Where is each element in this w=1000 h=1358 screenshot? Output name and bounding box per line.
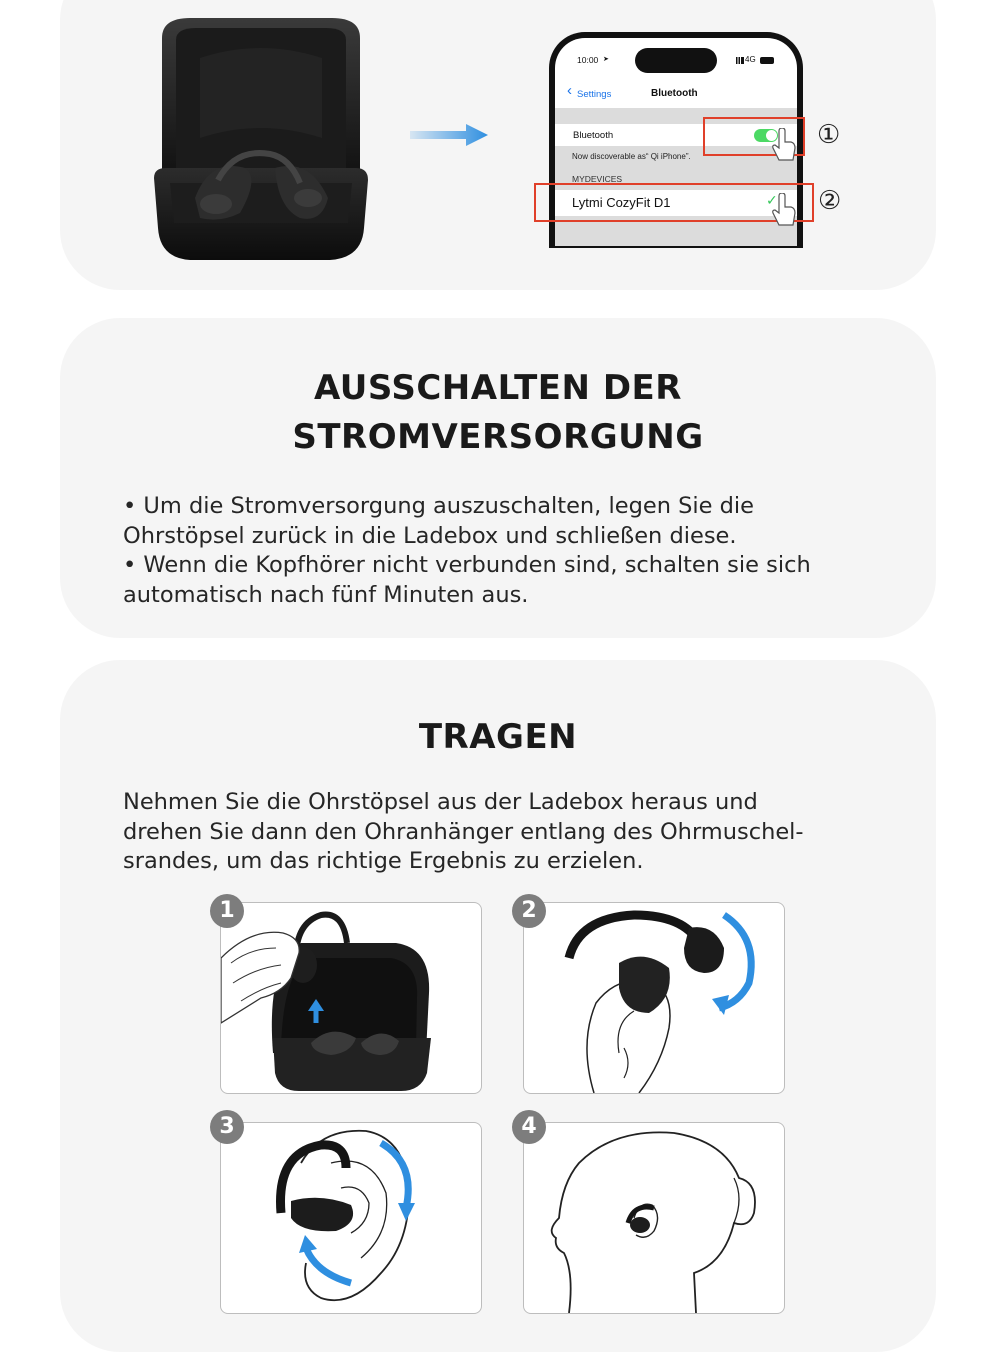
pointing-hand-icon	[771, 128, 797, 164]
device-name: Lytmi CozyFit D1	[572, 195, 671, 210]
bullet-1-line-2: Ohrstöpsel zurück in die Ladebox und schließen diese.	[123, 522, 737, 549]
my-devices-label: MYDEVICES	[572, 174, 623, 184]
step-2-number: 2	[512, 894, 546, 928]
step-4-illustration	[523, 1122, 785, 1314]
power-off-title-line2: STROMVERSORGUNG	[292, 417, 704, 457]
earbud-rotating-over-ear-image	[524, 903, 784, 1093]
power-off-card	[60, 318, 936, 638]
status-time: 10:00	[577, 55, 599, 65]
hand-removing-earbud-image	[221, 903, 481, 1093]
battery-icon	[760, 57, 774, 64]
bluetooth-row-label: Bluetooth	[573, 130, 614, 141]
signal-icon	[736, 57, 744, 64]
checkmark-icon: ✓	[766, 193, 778, 209]
step-3-illustration	[220, 1122, 482, 1314]
arrow-right-icon	[410, 122, 490, 148]
wearing-line-1: Nehmen Sie die Ohrstöpsel aus der Ladebox heraus und	[123, 789, 758, 815]
network-label: 4G	[745, 55, 756, 64]
wearing-line-2: drehen Sie dann den Ohranhänger entlang des Ohrmuschel-	[123, 818, 804, 845]
wearing-card	[60, 660, 936, 1352]
discoverable-text: Now discoverable as“ Qi iPhone”.	[572, 152, 691, 161]
bullet-1-line-1: • Um die Stromversorgung auszuschalten, legen Sie die	[123, 493, 755, 519]
charging-case-image	[150, 18, 372, 262]
step-1-number: 1	[210, 894, 244, 928]
bullet-2-line-1: • Wenn die Kopfhörer nicht verbunden sind, schalten sie sich	[123, 552, 811, 578]
dynamic-island	[635, 48, 717, 73]
callout-number-2: ②	[818, 186, 842, 216]
callout-number-1: ①	[817, 120, 841, 150]
back-chevron-icon[interactable]: ‹	[567, 82, 572, 99]
pointing-hand-icon-2	[771, 193, 797, 229]
wearing-title: TRAGEN	[418, 717, 578, 757]
head-profile-wearing-earbud-image	[524, 1123, 784, 1313]
power-off-title-line1: AUSSCHALTEN DER	[314, 368, 682, 408]
wearing-instructions	[123, 788, 903, 877]
settings-back-link[interactable]: Settings	[577, 89, 612, 100]
step-4-number: 4	[512, 1110, 546, 1144]
wearing-line-3: srandes, um das richtige Ergebnis zu erzielen.	[123, 848, 644, 874]
power-off-instructions	[123, 492, 903, 610]
step-3-number: 3	[210, 1110, 244, 1144]
location-icon: ➤	[603, 56, 609, 63]
step-2-illustration	[523, 902, 785, 1094]
step-1-illustration	[220, 902, 482, 1094]
bluetooth-page-title: Bluetooth	[651, 88, 698, 99]
earbud-hook-along-ear-image	[221, 1123, 481, 1313]
bullet-2-line-2: automatisch nach fünf Minuten aus.	[123, 581, 529, 608]
